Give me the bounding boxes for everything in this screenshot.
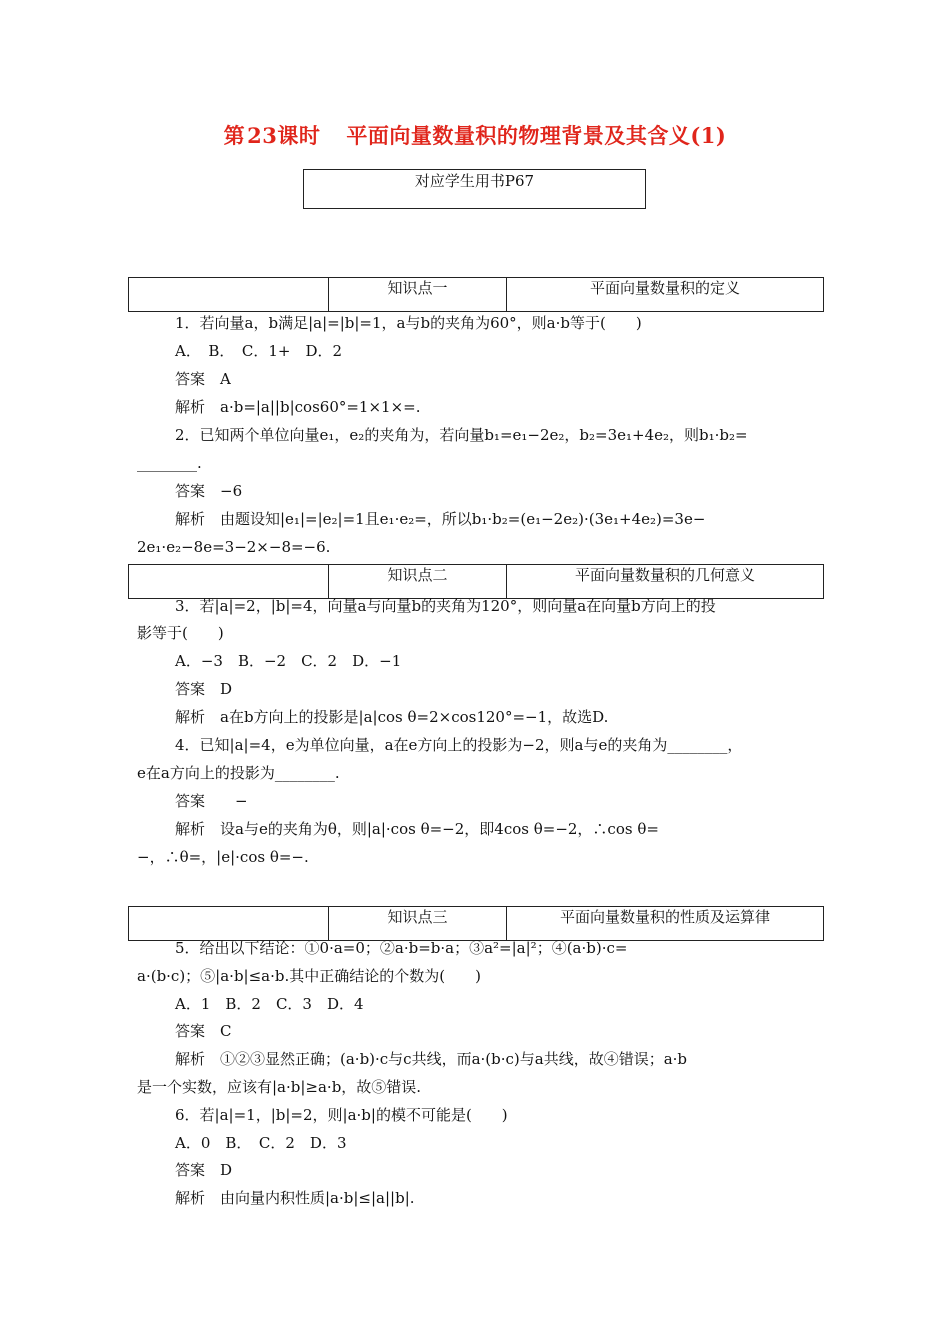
knowledge-point-topic: 平面向量数量积的几何意义 (574, 566, 755, 584)
question-6-stem: 6．若|a|=1，|b|=2，则|a·b|的模不可能是( ) (175, 1106, 508, 1124)
question-5-options: A．1 B．2 C．3 D．4 (175, 995, 364, 1013)
question-5-answer: 答案 C (175, 1022, 232, 1040)
question-1-stem: 1．若向量a，b满足|a|=|b|=1，a与b的夹角为60°，则a·b等于( ) (175, 314, 642, 332)
question-1-answer: 答案 A (175, 370, 231, 388)
question-2-stem-cont: ________. (137, 454, 202, 472)
question-4-answer: 答案 − (175, 792, 248, 810)
reference-text: 对应学生用书P67 (414, 172, 535, 190)
question-2-stem: 2．已知两个单位向量e₁，e₂的夹角为，若向量b₁=e₁−2e₂，b₂=3e₁+4e₂，则b₁·b₂= (175, 426, 748, 444)
knowledge-point-header-3 (128, 906, 824, 941)
knowledge-point-topic: 平面向量数量积的性质及运算律 (559, 908, 770, 926)
question-4-stem: 4．已知|a|=4，e为单位向量，a在e方向上的投影为−2，则a与e的夹角为________， (175, 736, 743, 754)
knowledge-point-topic: 平面向量数量积的定义 (589, 279, 740, 297)
title-part: 第 (223, 123, 246, 148)
question-4-analysis-cont: −，∴θ=，|e|·cos θ=−. (137, 848, 309, 866)
knowledge-point-header-2 (128, 564, 824, 599)
question-3-stem: 3．若|a|=2，|b|=4，向量a与向量b的夹角为120°，则向量a在向量b方向上的投 (175, 597, 716, 615)
title-topic: 平面向量数量积的物理背景及其含义(1) (346, 123, 727, 148)
title-number: 23 (247, 123, 278, 148)
title-part: 课时 (277, 123, 321, 148)
question-1-options: A． B． C．1+ D．2 (175, 342, 343, 360)
knowledge-point-label: 知识点二 (329, 565, 507, 598)
knowledge-point-label: 知识点三 (329, 907, 507, 940)
question-5-stem-cont: a·(b·c)；⑤|a·b|≤a·b.其中正确结论的个数为( ) (137, 967, 481, 985)
question-1-analysis: 解析 a·b=|a||b|cos60°=1×1×=. (175, 398, 421, 416)
question-3-options: A．−3 B．−2 C．2 D．−1 (175, 652, 402, 670)
reference-box (303, 169, 646, 209)
question-3-analysis: 解析 a在b方向上的投影是|a|cos θ=2×cos120°=−1，故选D. (175, 708, 609, 726)
question-5-stem: 5．给出以下结论：①0·a=0；②a·b=b·a；③a²=|a|²；④(a·b)·c= (175, 939, 628, 957)
question-4-analysis: 解析 设a与e的夹角为θ，则|a|·cos θ=−2，即4cos θ=−2，∴cos θ= (175, 820, 659, 838)
question-2-answer: 答案 −6 (175, 482, 243, 500)
question-3-answer: 答案 D (175, 680, 233, 698)
knowledge-point-header-1 (128, 277, 824, 312)
question-5-analysis: 解析 ①②③显然正确；(a·b)·c与c共线，而a·(b·c)与a共线，故④错误；a·b (175, 1050, 688, 1068)
question-3-stem-cont: 影等于( ) (137, 624, 224, 642)
knowledge-point-label: 知识点一 (329, 278, 507, 311)
question-6-answer: 答案 D (175, 1161, 233, 1179)
lesson-title (0, 120, 950, 150)
question-6-analysis: 解析 由向量内积性质|a·b|≤|a||b|. (175, 1189, 415, 1207)
question-4-stem-cont: e在a方向上的投影为________. (137, 764, 340, 782)
question-5-analysis-cont: 是一个实数，应该有|a·b|≥a·b，故⑤错误. (137, 1078, 422, 1096)
question-2-analysis: 解析 由题设知|e₁|=|e₂|=1且e₁·e₂=，所以b₁·b₂=(e₁−2e₂)·(3e₁+4e₂)=3e− (175, 510, 706, 528)
question-2-analysis-cont: 2e₁·e₂−8e=3−2×−8=−6. (137, 538, 331, 556)
question-6-options: A．0 B． C．2 D．3 (175, 1134, 347, 1152)
